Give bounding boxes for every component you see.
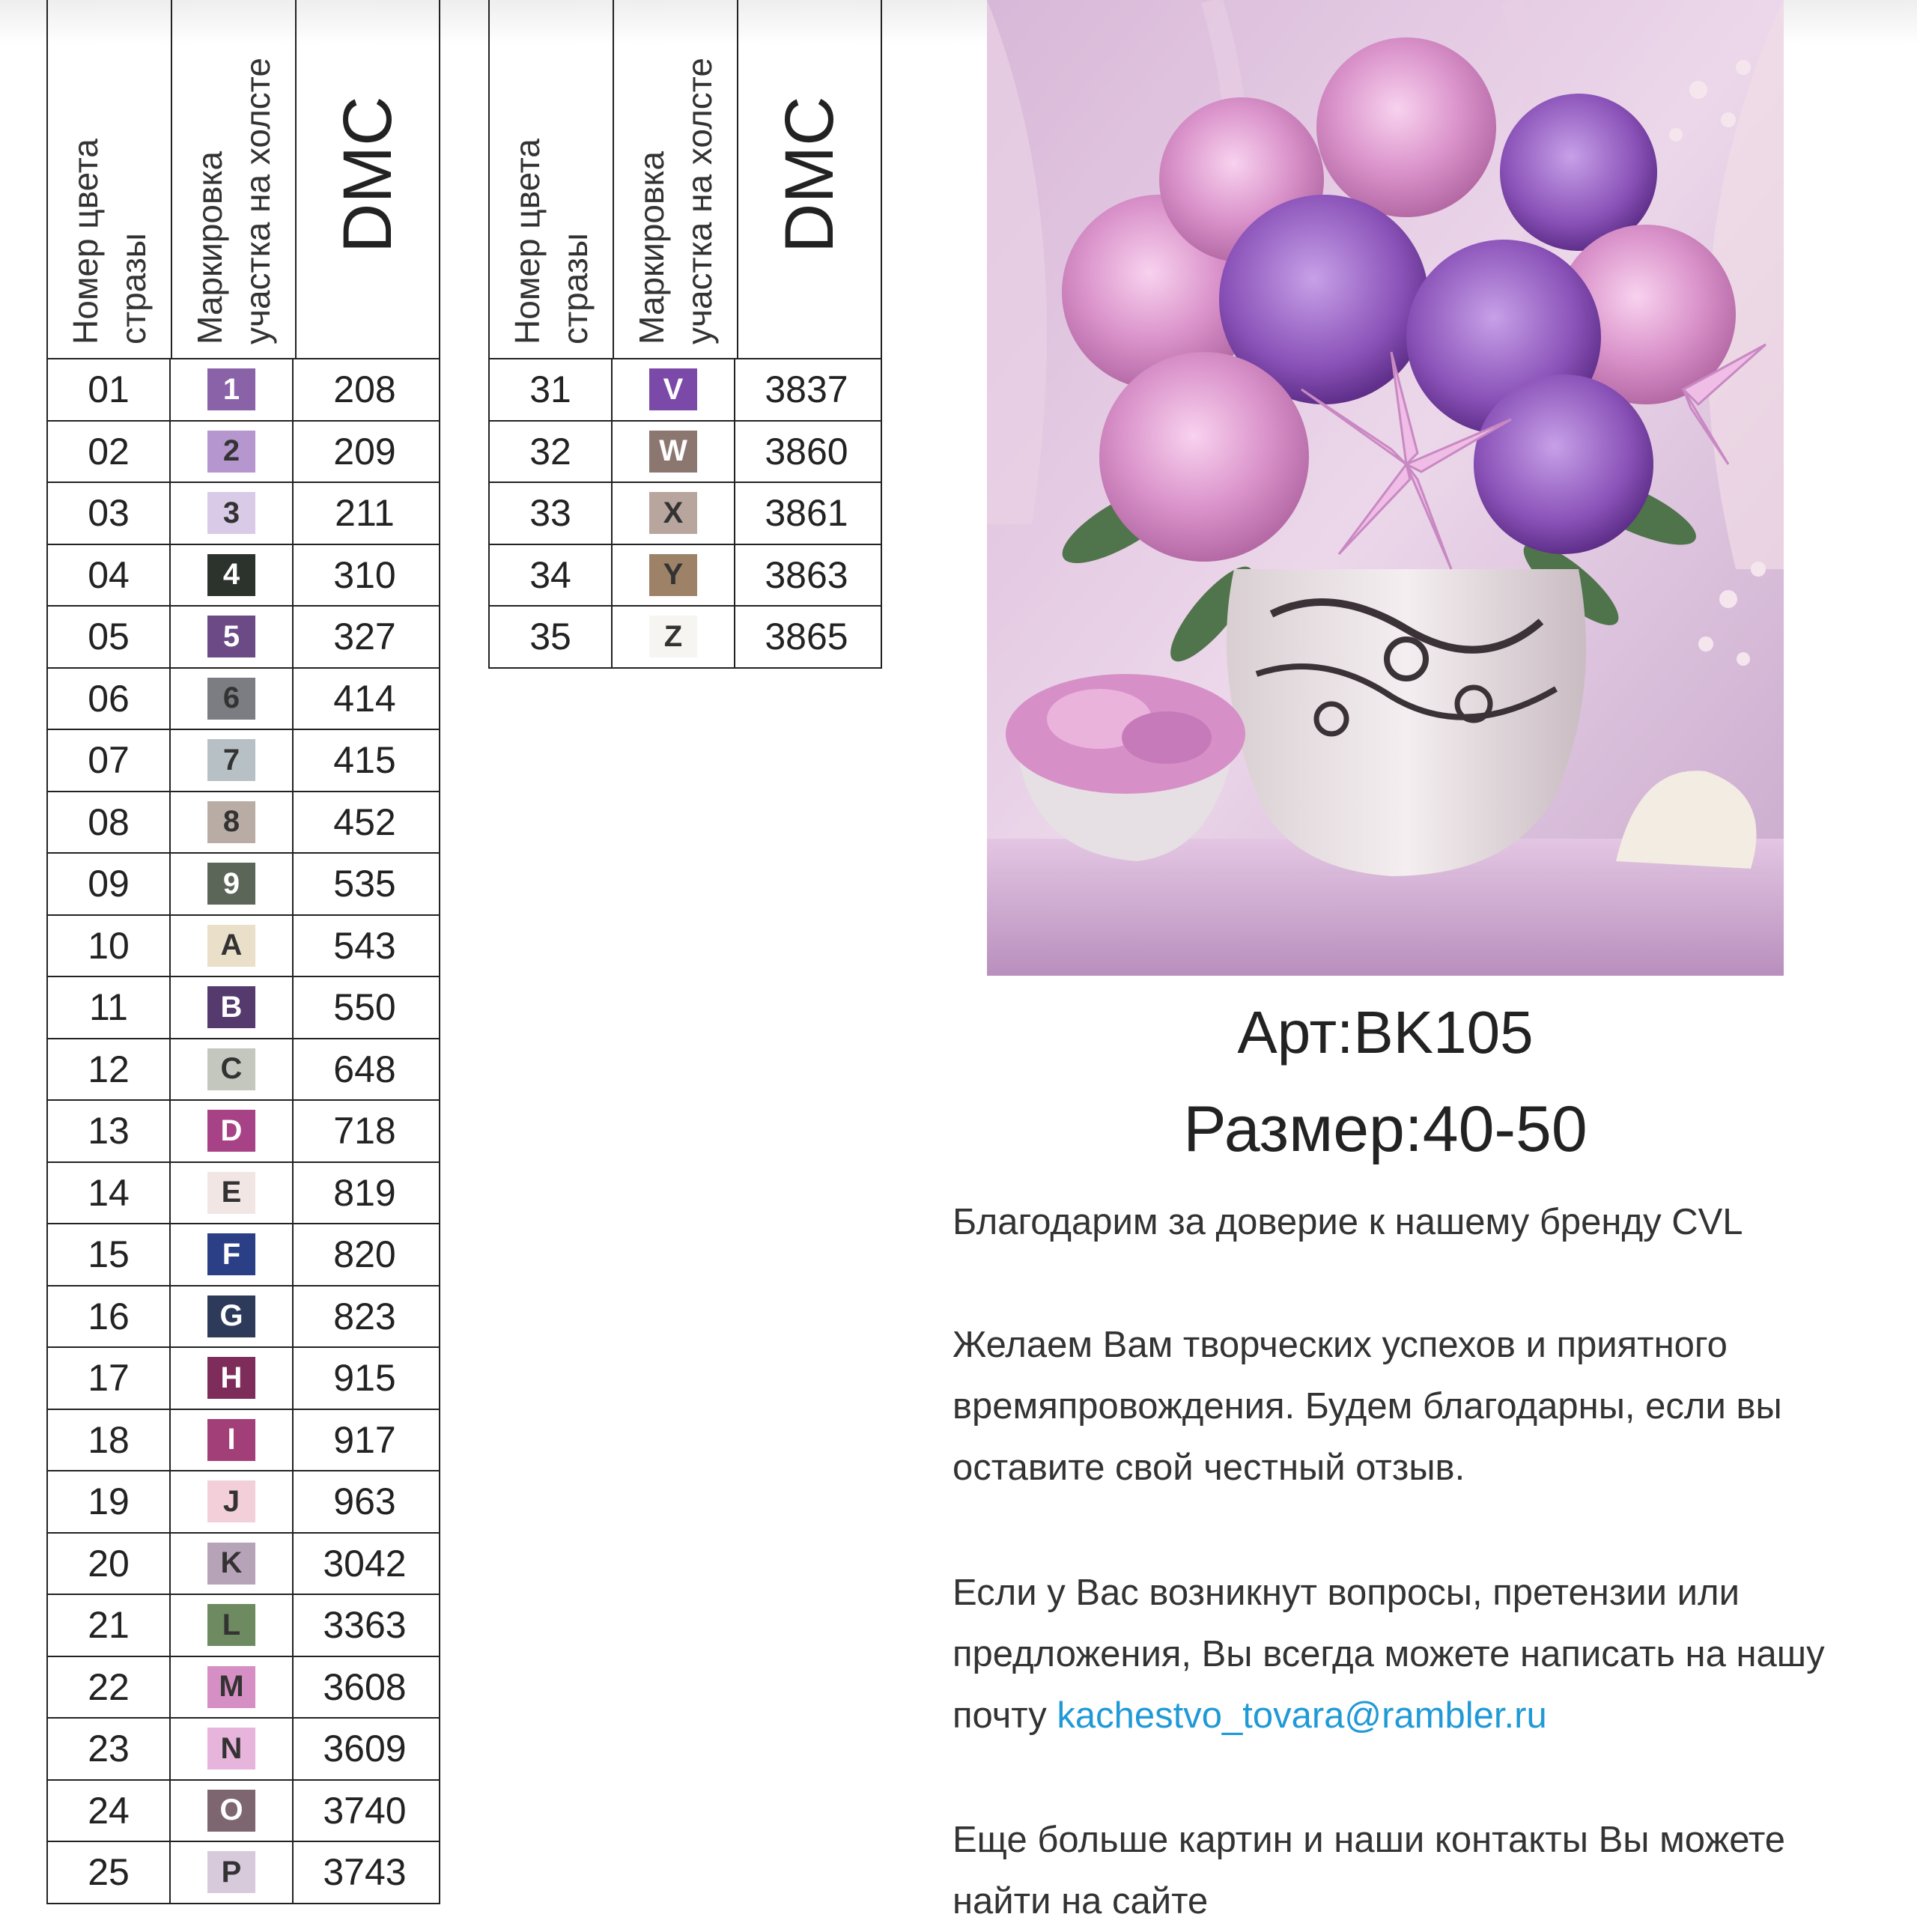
color-number: 01	[48, 359, 171, 420]
color-swatch: I	[207, 1419, 255, 1461]
marking-cell	[171, 792, 294, 853]
table-row	[48, 1719, 439, 1781]
marking-cell	[171, 977, 294, 1038]
marking-cell	[171, 1039, 294, 1100]
marking-cell	[613, 483, 735, 544]
email-link[interactable]: kachestvo_tovara@rambler.ru	[1057, 1695, 1547, 1736]
header-marking: Маркировка участка на холсте	[632, 58, 719, 344]
color-swatch: Z	[649, 616, 697, 657]
dmc-code: 327	[333, 616, 396, 658]
marking-cell	[171, 483, 294, 544]
color-number: 25	[48, 1842, 171, 1903]
color-swatch: K	[207, 1543, 255, 1585]
color-number: 35	[490, 607, 613, 667]
marking-cell	[171, 1657, 294, 1718]
color-swatch: 1	[207, 368, 255, 410]
table-row	[48, 1471, 439, 1534]
dmc-code: 209	[333, 430, 396, 473]
color-number: 20	[48, 1534, 171, 1594]
color-number: 12	[48, 1039, 171, 1100]
color-swatch: P	[207, 1851, 255, 1893]
table-row	[48, 1348, 439, 1410]
color-number: 05	[48, 607, 171, 667]
table-header	[48, 0, 439, 359]
color-swatch: M	[207, 1666, 255, 1708]
header-marking: Маркировка участка на холсте	[190, 58, 277, 344]
questions-text	[953, 1562, 1851, 1746]
table-row	[48, 607, 439, 669]
color-number: 22	[48, 1657, 171, 1718]
color-number: 21	[48, 1595, 171, 1656]
product-size: Размер:40-50	[1183, 1093, 1588, 1165]
marking-cell	[171, 1224, 294, 1285]
marking-cell	[613, 545, 735, 606]
color-number: 24	[48, 1781, 171, 1841]
table-row	[48, 916, 439, 978]
color-swatch: O	[207, 1790, 255, 1832]
table-row	[48, 854, 439, 916]
dmc-code: 3363	[323, 1604, 407, 1647]
color-swatch: G	[207, 1295, 255, 1337]
table-row	[48, 1039, 439, 1102]
color-number: 03	[48, 483, 171, 544]
color-swatch: J	[207, 1480, 255, 1522]
table-row	[48, 1657, 439, 1719]
color-number: 18	[48, 1410, 171, 1471]
thanks-text: Благодарим за доверие к нашему бренду CVL	[953, 1202, 1743, 1242]
header-number: Номер цвета стразы	[66, 139, 153, 344]
color-swatch: 5	[207, 616, 255, 657]
color-legend-table-left	[46, 0, 440, 1904]
dmc-code: 208	[333, 368, 396, 411]
marking-cell	[171, 916, 294, 976]
color-swatch: 8	[207, 801, 255, 843]
table-row	[48, 977, 439, 1039]
color-number: 14	[48, 1163, 171, 1224]
color-number: 15	[48, 1224, 171, 1285]
dmc-code: 550	[333, 986, 396, 1029]
article-number: Арт:BK105	[1237, 999, 1534, 1066]
header-dmc: DMC	[329, 96, 406, 253]
color-swatch: X	[649, 492, 697, 534]
marking-cell	[171, 1348, 294, 1409]
color-number: 19	[48, 1471, 171, 1532]
table-row	[490, 422, 881, 484]
color-number: 10	[48, 916, 171, 976]
more-text: Еще больше картин и наши контакты Вы можете найти на сайте	[953, 1820, 1786, 1922]
table-row	[48, 483, 439, 545]
color-swatch: A	[207, 925, 255, 967]
marking-cell	[171, 359, 294, 420]
marking-cell	[613, 359, 735, 420]
dmc-code: 963	[333, 1480, 396, 1523]
color-number: 06	[48, 669, 171, 729]
marking-cell	[171, 1163, 294, 1224]
marking-cell	[171, 1781, 294, 1841]
color-number: 08	[48, 792, 171, 853]
color-number: 31	[490, 359, 613, 420]
wish-text: Желаем Вам творческих успехов и приятного времяпровождения. Будем благодарны, если вы оставите свой честный отзыв.	[953, 1325, 1782, 1488]
color-swatch: 6	[207, 678, 255, 720]
color-swatch: F	[207, 1233, 255, 1275]
color-swatch: 9	[207, 863, 255, 905]
marking-cell	[171, 669, 294, 729]
table-body	[490, 359, 881, 669]
dmc-code: 3743	[323, 1851, 407, 1894]
color-number: 02	[48, 422, 171, 482]
questions-label: Если у Вас возникнут вопросы, претензии или предложения, Вы всегда можете написать на нашу почту	[953, 1573, 1825, 1736]
dmc-code: 414	[333, 677, 396, 720]
marking-cell	[171, 545, 294, 606]
color-number: 11	[48, 977, 171, 1038]
product-image	[987, 0, 1784, 976]
table-row	[490, 607, 881, 669]
table-row	[48, 359, 439, 422]
color-number: 32	[490, 422, 613, 482]
dmc-code: 917	[333, 1418, 396, 1461]
color-swatch: B	[207, 986, 255, 1028]
color-swatch: L	[207, 1604, 255, 1646]
color-swatch: V	[649, 368, 697, 410]
header-number: Номер цвета стразы	[508, 139, 595, 344]
dmc-code: 820	[333, 1233, 396, 1276]
color-legend-table-right	[488, 0, 882, 669]
dmc-code: 535	[333, 863, 396, 905]
dmc-code: 452	[333, 801, 396, 843]
color-swatch: 2	[207, 431, 255, 473]
dmc-code: 543	[333, 924, 396, 967]
color-swatch: D	[207, 1110, 255, 1152]
dmc-code: 3042	[323, 1542, 407, 1585]
color-swatch: 4	[207, 554, 255, 596]
dmc-code: 415	[333, 739, 396, 782]
table-row	[48, 545, 439, 607]
dmc-code: 3609	[323, 1728, 407, 1770]
marking-cell	[171, 1719, 294, 1779]
table-row	[48, 1287, 439, 1349]
table-row	[48, 1224, 439, 1287]
color-number: 33	[490, 483, 613, 544]
color-swatch: 7	[207, 739, 255, 781]
table-row	[48, 1101, 439, 1163]
color-swatch: N	[207, 1728, 255, 1770]
table-row	[48, 1534, 439, 1596]
header-dmc: DMC	[771, 96, 848, 253]
table-body	[48, 359, 439, 1904]
dmc-code: 310	[333, 553, 396, 596]
table-row	[48, 1781, 439, 1843]
marking-cell	[171, 1410, 294, 1471]
table-row	[48, 1163, 439, 1225]
marking-cell	[613, 607, 735, 667]
marking-cell	[171, 1534, 294, 1594]
table-header	[490, 0, 881, 359]
dmc-code: 211	[335, 492, 395, 535]
color-number: 09	[48, 854, 171, 914]
color-swatch: Y	[649, 554, 697, 596]
color-number: 16	[48, 1287, 171, 1347]
dmc-code: 718	[333, 1110, 396, 1152]
table-row	[490, 483, 881, 545]
marking-cell	[171, 730, 294, 791]
table-row	[48, 1595, 439, 1657]
color-number: 34	[490, 545, 613, 606]
color-number: 23	[48, 1719, 171, 1779]
dmc-code: 3608	[323, 1665, 407, 1708]
table-row	[48, 669, 439, 731]
marking-cell	[171, 1595, 294, 1656]
bouquet-illustration	[987, 0, 1784, 976]
color-number: 13	[48, 1101, 171, 1161]
color-swatch: W	[649, 431, 697, 473]
dmc-code: 3865	[765, 616, 848, 658]
marking-cell	[171, 1842, 294, 1903]
color-swatch: 3	[207, 492, 255, 534]
marking-cell	[171, 607, 294, 667]
dmc-code: 915	[333, 1357, 396, 1400]
dmc-code: 648	[333, 1048, 396, 1090]
marking-cell	[171, 1471, 294, 1532]
table-row	[48, 730, 439, 792]
table-row	[48, 422, 439, 484]
color-number: 07	[48, 730, 171, 791]
marking-cell	[613, 422, 735, 482]
marking-cell	[171, 854, 294, 914]
table-row	[490, 359, 881, 422]
table-row	[48, 792, 439, 854]
table-row	[48, 1410, 439, 1472]
color-swatch: E	[207, 1172, 255, 1214]
marking-cell	[171, 1101, 294, 1161]
color-swatch: C	[207, 1048, 255, 1090]
table-row	[48, 1842, 439, 1904]
dmc-code: 3861	[765, 492, 848, 535]
color-number: 17	[48, 1348, 171, 1409]
dmc-code: 3837	[765, 368, 848, 411]
dmc-code: 3863	[765, 553, 848, 596]
dmc-code: 3740	[323, 1789, 407, 1832]
marking-cell	[171, 1287, 294, 1347]
color-number: 04	[48, 545, 171, 606]
dmc-code: 3860	[765, 430, 848, 473]
dmc-code: 819	[333, 1171, 396, 1214]
marking-cell	[171, 422, 294, 482]
dmc-code: 823	[333, 1295, 396, 1337]
color-swatch: H	[207, 1357, 255, 1399]
table-row	[490, 545, 881, 607]
